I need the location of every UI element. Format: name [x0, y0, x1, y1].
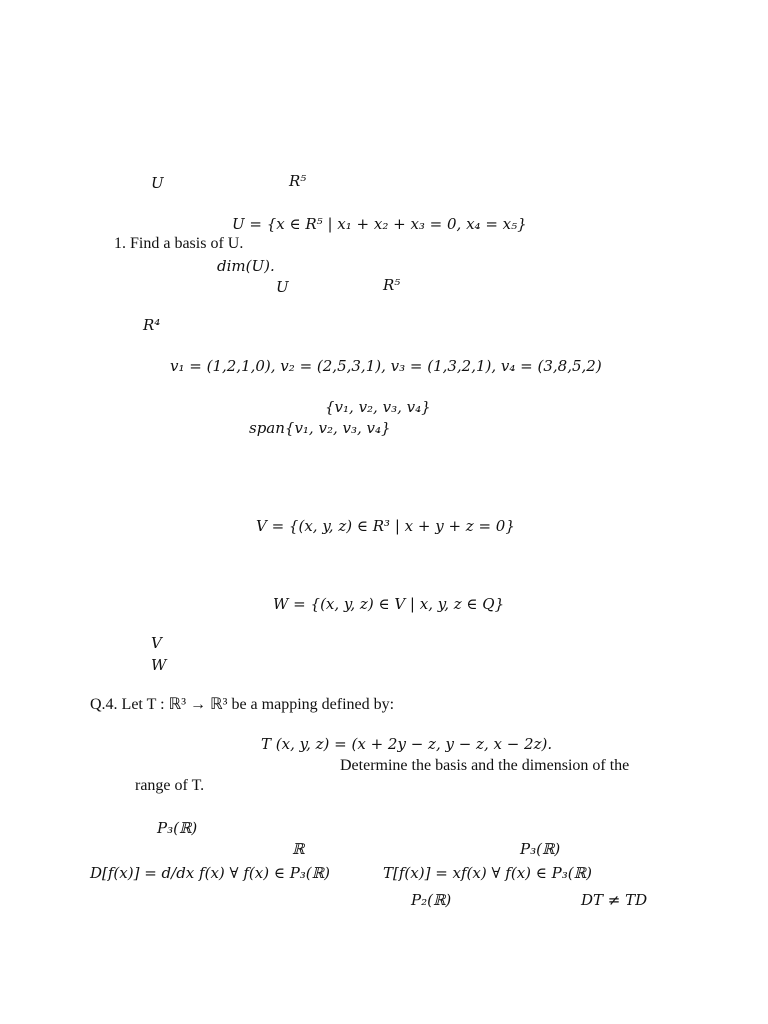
multiplication-operator-definition: T[f(x)] = xf(x) ∀ f(x) ∈ P₃(ℝ) [383, 864, 592, 882]
set-w-label: W [151, 656, 167, 674]
set-u-label-2: U [276, 278, 289, 296]
mapping-t-definition: T (x, y, z) = (x + 2y − z, y − z, x − 2z). [261, 735, 553, 753]
set-u-label: U [151, 174, 164, 192]
dim-u-text: dim(U). [217, 257, 275, 275]
derivative-operator-definition: D[f(x)] = d/dx f(x) ∀ f(x) ∈ P₃(ℝ) [90, 864, 330, 882]
basis-dimension-text: Determine the basis and the dimension of the [340, 757, 630, 774]
p3-label-2: P₃(ℝ) [520, 840, 561, 858]
r4-label: R⁴ [143, 316, 161, 334]
question-1-find-basis: 1. Find a basis of U. [114, 235, 244, 252]
p3-label: P₃(ℝ) [157, 819, 198, 837]
r5-label: R⁵ [289, 172, 307, 190]
span-vectors: span{v₁, v₂, v₃, v₄} [249, 419, 391, 437]
range-of-t-text: range of T. [135, 777, 205, 794]
vector-set: {v₁, v₂, v₃, v₄} [325, 398, 431, 416]
question-4-statement: Q.4. Let T : ℝ³ → ℝ³ be a mapping defined by: [90, 696, 395, 713]
subspace-u-definition: U = {x ∈ R⁵ | x₁ + x₂ + x₃ = 0, x₄ = x₅} [232, 215, 527, 233]
vectors-definition: v₁ = (1,2,1,0), v₂ = (2,5,3,1), v₃ = (1,3,2,1), v₄ = (3,8,5,2) [170, 357, 602, 375]
p2-label: P₂(ℝ) [411, 891, 452, 909]
r5-label-2: R⁵ [383, 276, 401, 294]
dt-not-equal-td: DT ≠ TD [581, 891, 648, 909]
set-v-definition: V = {(x, y, z) ∈ R³ | x + y + z = 0} [256, 517, 515, 535]
set-v-label: V [151, 634, 162, 652]
set-w-definition: W = {(x, y, z) ∈ V | x, y, z ∈ Q} [273, 595, 505, 613]
real-numbers-label: ℝ [292, 840, 305, 858]
